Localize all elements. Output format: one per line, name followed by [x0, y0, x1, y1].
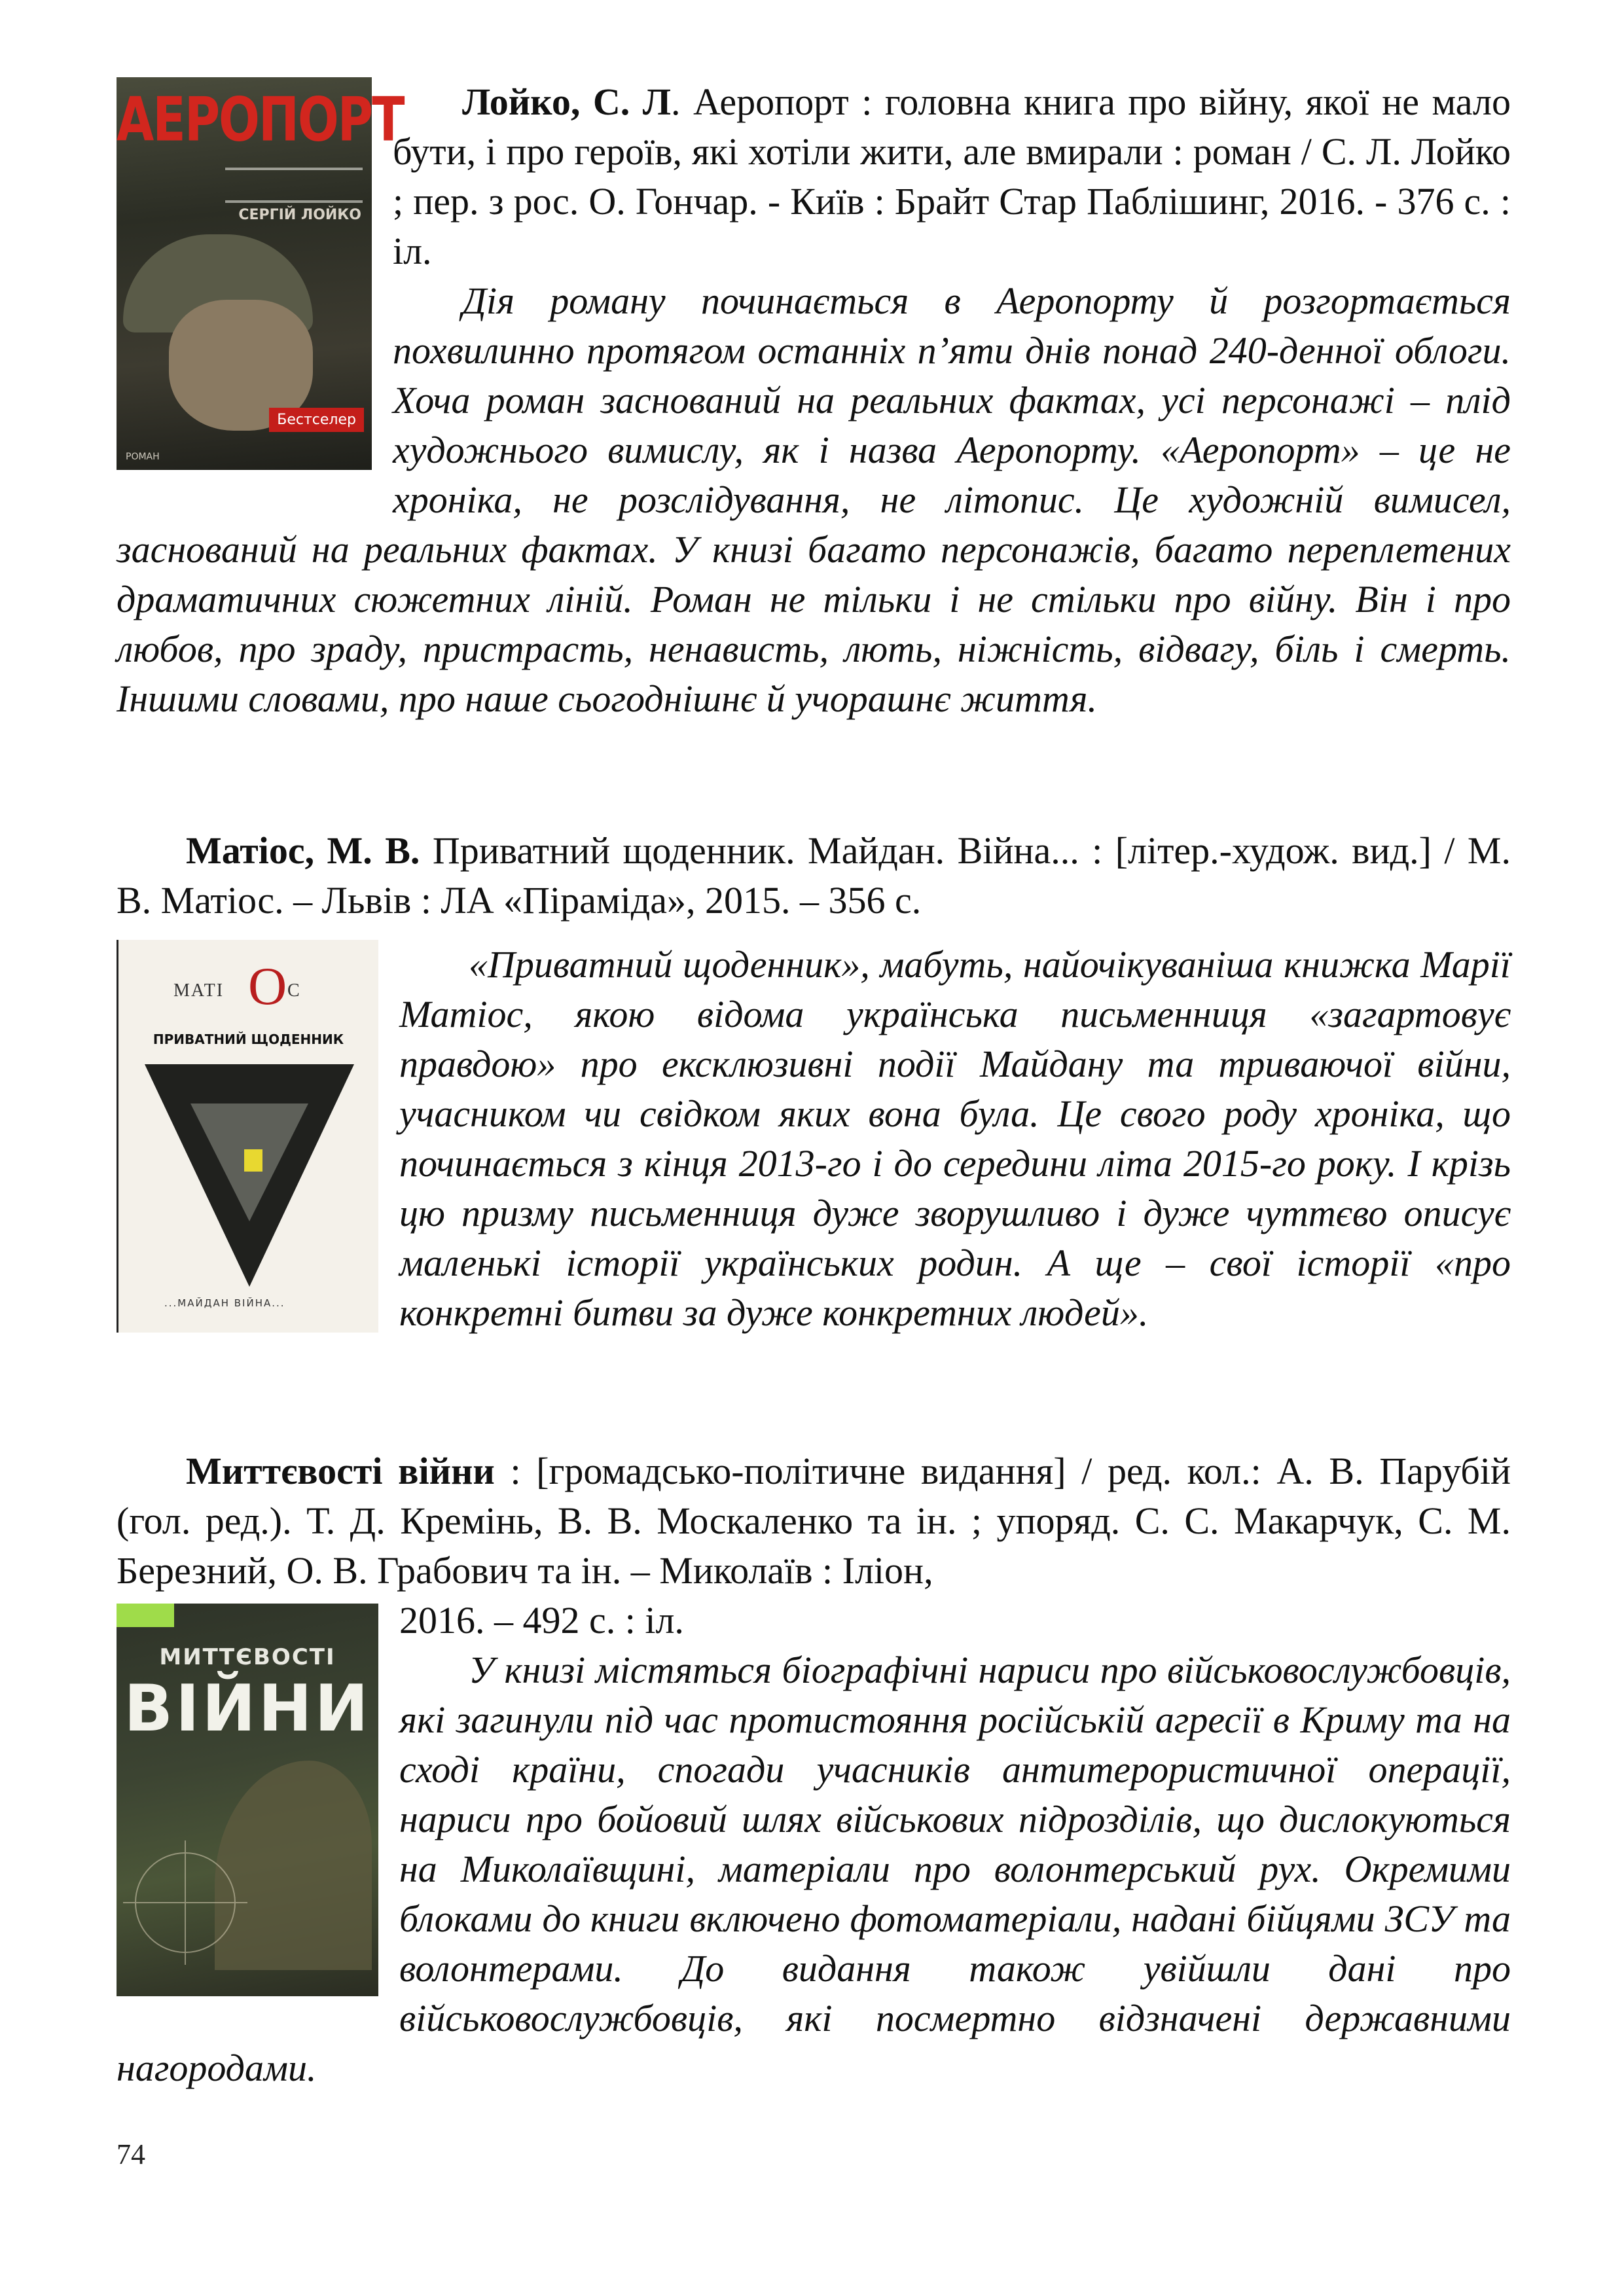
cover-title: ПРИВАТНИЙ ЩОДЕННИК: [153, 1031, 344, 1047]
citation-text: Приватний щоденник. Майдан. Війна... : [літер.-худож. вид.] / М. В. Матіос. – Львів : ЛА «Піраміда», 2015. – 356 с.: [117, 829, 1511, 922]
citation-author: Матіос, М. В.: [186, 829, 420, 872]
book-annotation: Дія роману починається в Аеропорту й розгортається похвилинно протягом останніх п’яти днів понад 240-денної облоги. Хоча роман заснований на реальних фактах, усі персонажі – плід художнього вимислу, як і назва Аеропорту. «Аеропорт» – це не хроніка, не розслідування, не літопис. Це художній вимисел, заснований на реальних фактах. У книзі багато персонажів, багато переплетених драматичних сюжетних ліній. Роман не тільки і не стільки про війну. Він і про любов, про зраду, пристрасть, ненависть, лють, ніжність, відвагу, біль і смерть. Іншими словами, про наше сьогоднішнє й учорашнє життя.: [117, 279, 1511, 720]
bibliographic-citation: [117, 826, 1511, 925]
cover-author-initial: О: [248, 956, 287, 1016]
book-cover-aeroport: [117, 77, 404, 470]
cover-figure-vest: [244, 1149, 262, 1172]
cover-title: АЕРОПОРТ: [117, 84, 404, 155]
bibliographic-citation: [117, 1446, 1511, 1596]
cover-title-line2: ВІЙНИ: [124, 1672, 371, 1746]
cover-bestseller-badge: Бестселер: [269, 408, 364, 432]
citation-author: Лойко, С. Л: [462, 81, 671, 123]
cover-author: МАТІ: [173, 980, 225, 1001]
library-sticker-icon: [117, 1604, 174, 1627]
cover-footer: ...МАЙДАН ВІЙНА...: [164, 1297, 285, 1309]
cover-author: СЕРГІЙ ЛОЙКО: [238, 207, 361, 223]
citation-text: . Аеропорт : головна книга про війну, якої не мало бути, і про героїв, які хотіли жити, але вмирали : роман / С. Л. Лойко ; пер. з рос. О. Гончар. - Київ : Брайт Стар Паблішинг, 2016. - 376 с. : іл.: [393, 81, 1511, 272]
book-entry-matios: [117, 826, 1511, 1342]
book-cover-pryvatnyi-shchodennyk: [117, 940, 378, 1333]
cover-subtitle-lines: [225, 168, 363, 203]
citation-continuation: 2016. – 492 с. : іл.: [399, 1599, 684, 1641]
book-cover-myttievosti-viiny: [117, 1604, 378, 1996]
cover-footer: РОМАН: [126, 452, 160, 462]
cover-author-end: С: [287, 980, 300, 1001]
cover-title-line1: МИТТЄВОСТІ: [159, 1644, 336, 1670]
library-stamp-icon: [132, 939, 182, 975]
book-annotation: «Приватний щоденник», мабуть, найочікуваніша книжка Марії Матіос, якою відома українська письменниця «загартовує правдою» про ексклюзивні події Майдану та триваючої війни, учасником чи свідком яких вона була. Це свого роду хроніка, що починається з кінця 2013-го і до середини літа 2015-го року. І крізь цю призму письменниця дуже зворушливо і дуже чуттєво описує маленькі історії українських родин. А ще – свої історії «про конкретні битви за дуже конкретних людей».: [399, 943, 1511, 1334]
citation-text: : [громадсько-політичне видання] / ред. кол.: А. В. Парубій (гол. ред.). Т. Д. Кремінь, В. В. Москаленко та ін. ; упоряд. С. С. Макарчук, С. М. Березний, О. В. Грабович та ін. – Миколаїв : Іліон,: [117, 1450, 1511, 1592]
crosshair-icon: [135, 1852, 236, 1953]
book-entry-myttievosti-viiny: [117, 1446, 1511, 2093]
citation-author: Миттєвості війни: [186, 1450, 495, 1492]
book-entry-loiko: [117, 77, 1511, 724]
cover-soldier-graphic: [215, 1761, 372, 1970]
book-annotation: У книзі містяться біографічні нариси про військовослужбовців, які загинули під час протистояння російській агресії в Криму та на сході країни, спогади учасників антитерористичної операції, нариси про бойовий шлях військових підрозділів, що дислокуються на Миколаївщині, матеріали про волонтерський рух. Окремими блоками до книги включено фотоматеріали, надані бійцями ЗСУ та волонтерами. До видання також увійшли дані про військовослужбовців, які посмертно відзначені державними нагородами.: [117, 1649, 1511, 2089]
page-number: 74: [117, 2138, 145, 2170]
